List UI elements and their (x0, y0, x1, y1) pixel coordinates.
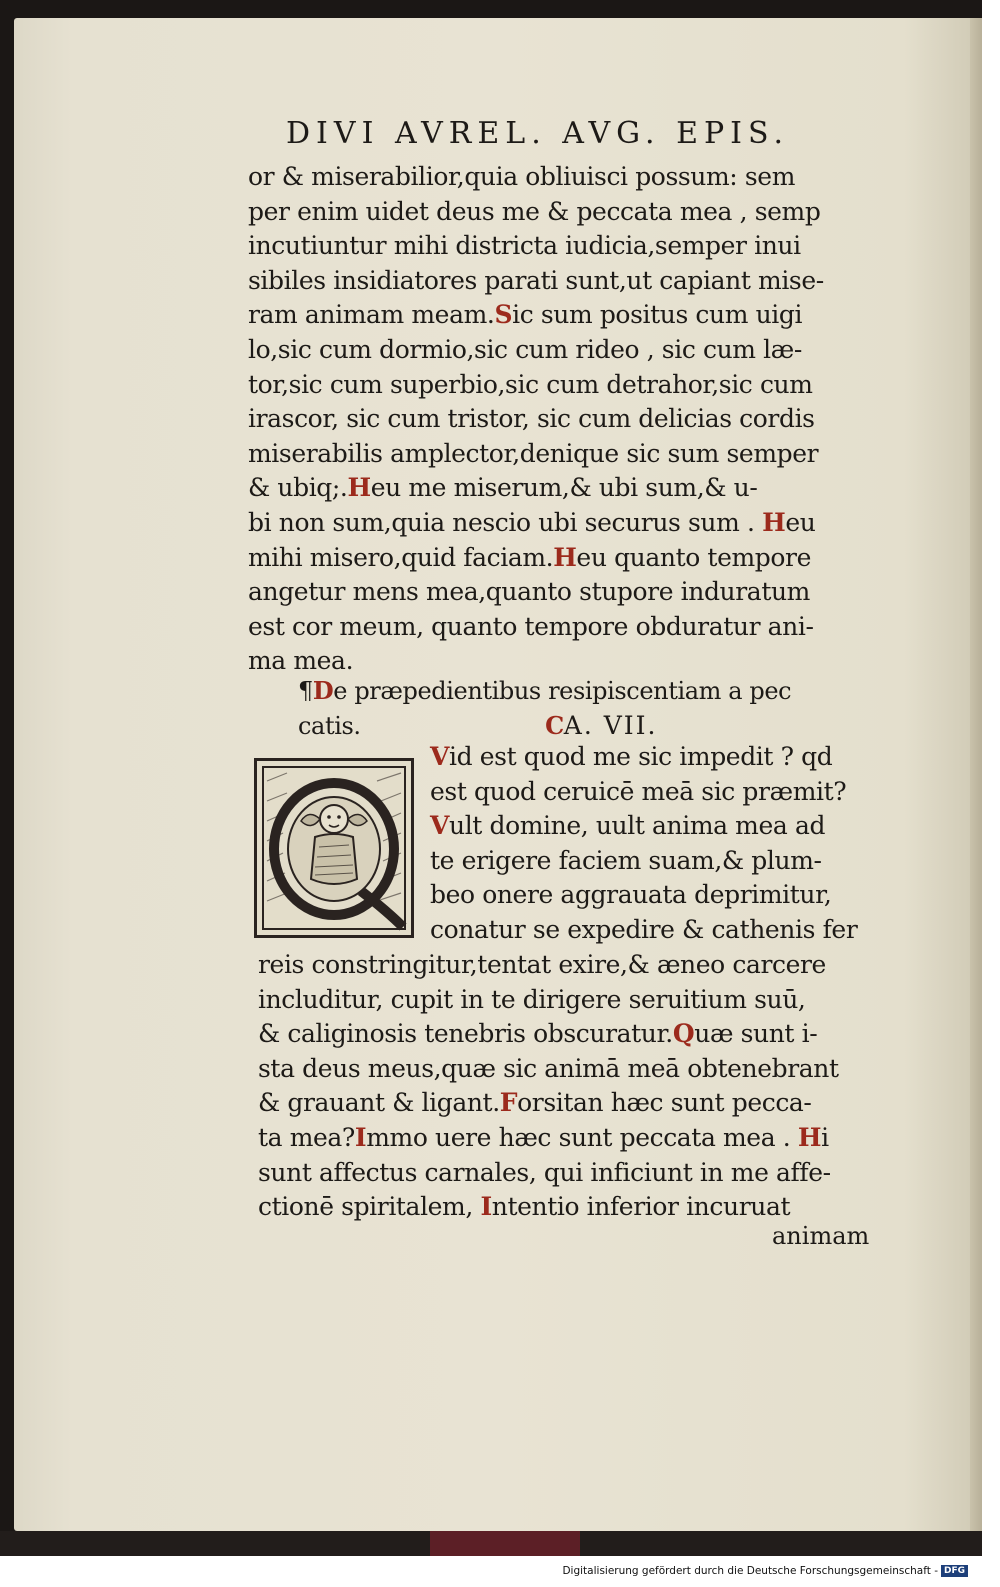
text-line (258, 1017, 908, 1052)
chapter-text-beside-initial (430, 740, 900, 948)
rubric-red-letter: D (312, 676, 334, 705)
text-line (258, 983, 908, 1018)
rubricated-letter: H (762, 507, 786, 537)
rubric-line-2 (298, 709, 898, 744)
line-text: ctionē spiritalem, (258, 1192, 481, 1222)
line-text: est cor meum, quanto tempore obduratur ani- (248, 611, 814, 641)
line-text: ult domine, uult anima mea ad (449, 811, 826, 841)
line-text: ic sum positus cum uigi (512, 300, 803, 330)
line-text: ta mea? (258, 1122, 355, 1152)
text-line (258, 1121, 908, 1156)
text-line (430, 878, 900, 913)
line-text: & grauant & ligant. (258, 1088, 500, 1118)
line-text: conatur se expedire & cathenis fer (430, 914, 858, 944)
text-line (248, 402, 898, 437)
line-text: irascor, sic cum tristor, sic cum delicias cordis (248, 404, 815, 434)
rubricated-letter: I (354, 1122, 367, 1152)
line-text: orsitan hæc sunt pecca- (517, 1088, 812, 1118)
rubricated-letter: V (430, 811, 449, 841)
line-text: sta deus meus,quæ sic animā meā obtenebrant (258, 1053, 839, 1083)
text-line (248, 333, 898, 368)
page-edge (970, 18, 982, 1531)
dfg-logo: DFG (941, 1565, 968, 1577)
line-text: est quod ceruicē meā sic præmit? (430, 776, 847, 806)
line-text: lo,sic cum dormio,sic cum rideo , sic cum læ- (248, 334, 802, 364)
rubricated-letter: S (494, 300, 513, 330)
line-text: tor,sic cum superbio,sic cum detrahor,sic cum (248, 369, 813, 399)
rubricated-letter: H (797, 1122, 822, 1152)
line-text: sibiles insidiatores parati sunt,ut capiant mise- (248, 265, 824, 295)
scan-bottom-strip (0, 1531, 982, 1556)
text-line (430, 809, 900, 844)
text-line (258, 1190, 908, 1225)
line-text: mmo uere hæc sunt peccata mea . (366, 1122, 798, 1152)
rubric-text: e præpedientibus resipiscentiam a pec (333, 677, 792, 705)
text-line (248, 506, 898, 541)
line-text: & caliginosis tenebris obscuratur. (258, 1019, 673, 1049)
line-text: beo onere aggrauata deprimitur, (430, 880, 832, 910)
text-line (248, 264, 898, 299)
text-line (430, 913, 900, 948)
text-line (258, 1156, 908, 1191)
text-line (248, 575, 898, 610)
rubric-line-1 (298, 674, 898, 709)
woodcut-initial-icon (257, 761, 411, 935)
line-text: sunt affectus carnales, qui inficiunt in me affe- (258, 1157, 831, 1187)
text-line (248, 610, 898, 645)
paragraph-text (248, 160, 898, 679)
rubricated-letter: V (430, 742, 449, 771)
line-text: & ubiq;. (248, 473, 348, 503)
line-text: bi non sum,quia nescio ubi securus sum . (248, 507, 763, 537)
line-text: eu quanto tempore (576, 542, 811, 572)
text-line (430, 844, 900, 879)
line-text: i (821, 1122, 829, 1152)
paragraph-mark: ¶ (298, 677, 313, 705)
rubricated-letter: H (347, 473, 371, 503)
text-line (248, 298, 898, 333)
rubricated-letter: H (553, 542, 577, 572)
text-line (258, 948, 908, 983)
line-text: te erigere faciem suam,& plum- (430, 845, 822, 875)
catchword: animam (772, 1222, 870, 1250)
line-text: id est quod me sic impedit ? qd (449, 742, 833, 771)
line-text: includitur, cupit in te dirigere seruitium suū, (258, 984, 806, 1014)
text-line (248, 368, 898, 403)
chapter-text (258, 948, 908, 1225)
line-text: mihi misero,quid faciam. (248, 542, 554, 572)
line-text: angetur mens mea,quanto stupore induratum (248, 577, 810, 607)
rubricated-letter: Q (672, 1019, 695, 1049)
credit-text: Digitalisierung gefördert durch die Deutsche Forschungsgemeinschaft - (562, 1565, 938, 1577)
chapter-number: A. VII. (563, 710, 658, 740)
text-line (430, 740, 900, 775)
line-text: ntentio inferior incuruat (491, 1192, 791, 1222)
digitization-credit (562, 1565, 968, 1577)
line-text: incutiuntur mihi districta iudicia,semper inui (248, 231, 801, 261)
text-line (248, 229, 898, 264)
line-text: or & miserabilior,quia obliuisci possum: sem (248, 162, 796, 191)
running-head: DIVI AVREL. AVG. EPIS. (286, 116, 790, 151)
text-line (248, 471, 898, 506)
chapter-red-letter: C (545, 710, 564, 740)
line-text: ram animam meam. (248, 300, 495, 330)
line-text: uæ sunt i- (694, 1019, 818, 1049)
text-line (258, 1086, 908, 1121)
text-line (248, 541, 898, 576)
text-line (430, 775, 900, 810)
chapter-rubric (298, 674, 898, 743)
text-line (258, 1052, 908, 1087)
book-ribbon (430, 1531, 580, 1556)
rubric-text-2: catis. (298, 711, 361, 740)
line-text: per enim uidet deus me & peccata mea , semp (248, 196, 821, 226)
rubricated-letter: I (480, 1192, 492, 1222)
line-text: reis constringitur,tentat exire,& æneo carcere (258, 950, 826, 979)
text-line (248, 195, 898, 230)
line-text: ma mea. (248, 646, 354, 676)
text-line (248, 437, 898, 472)
line-text: eu me miserum,& ubi sum,& u- (370, 473, 758, 503)
text-line (248, 160, 898, 195)
line-text: eu (785, 507, 816, 537)
rubricated-letter: F (499, 1088, 518, 1118)
woodcut-initial (254, 758, 414, 938)
line-text: miserabilis amplector,denique sic sum semper (248, 438, 819, 468)
